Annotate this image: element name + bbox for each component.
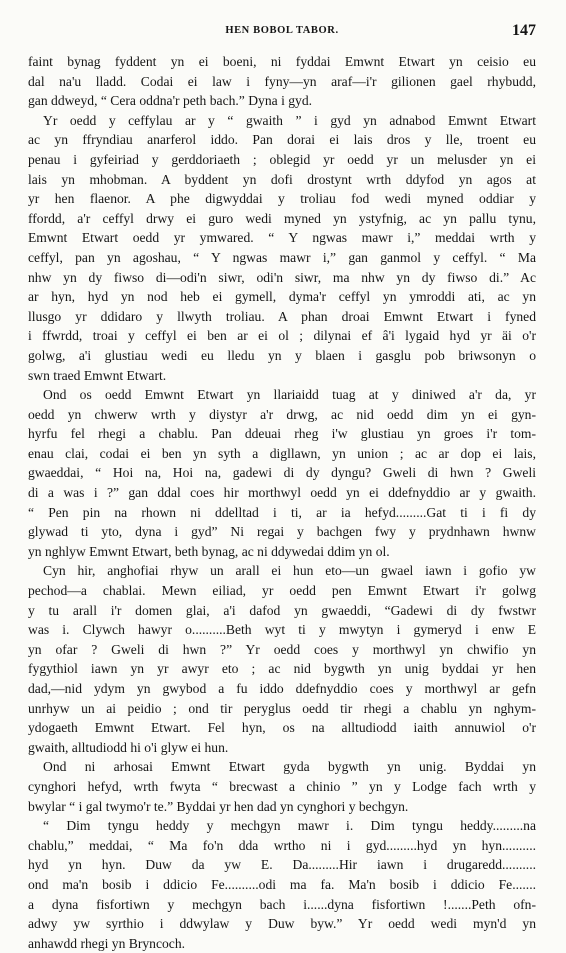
text-line: adwy yw syrthio i ddwylaw y Duw byw.” Yr oedd wedi myn'd yn xyxy=(28,916,536,932)
text-line: a dyna fisfortiwn y mechgyn bach i......dyna fisfortiwn !.......Peth ofn- xyxy=(28,896,536,912)
text-line: dal na'u lladd. Codai ei law i fyny—yn araf—i'r gilionen gael rhybudd, xyxy=(28,73,536,89)
body-text xyxy=(28,52,536,953)
text-line: penau i gyfeiriad y gerddoriaeth ; oblegid yr oedd yr un melusder yn ei xyxy=(28,151,536,167)
text-line: golwg, a'i glustiau wedi eu lledu yn y blaen i gasglu pob briwsonyn o xyxy=(28,347,536,363)
text-line: dad,—nid ydym yn gwybod a fu iddo ddefnyddio coes y morthwyl ar gefn xyxy=(28,681,536,696)
text-line: “ Dim tyngu heddy y mechgyn mawr i. Dim tyngu heddy.........na xyxy=(43,818,536,834)
text-line: was i. Clywch hawyr o..........Beth wyt ti y mwytyn i gymeryd i enw E xyxy=(28,622,536,638)
page-number: 147 xyxy=(512,22,536,39)
text-line: bwylar “ i gal twymo'r te.” Byddai yr hen dad yn cynghori y bechgyn. xyxy=(28,798,409,814)
text-line: gan ddweyd, “ Cera oddna'r peth bach.” Dyna i gyd. xyxy=(28,93,313,109)
text-line: Cyn hir, anghofiai rhyw un arall ei hun eto—un gwael iawn i gofio yw xyxy=(43,563,536,579)
text-line: cynghori hefyd, wrth fwyta “ brecwast a chinio ” yn y Lodge fach wrth y xyxy=(28,778,536,794)
text-line: gwaith, alltudiodd hi o'i glyw ei hun. xyxy=(28,739,229,755)
text-line: gwaeddai, “ Hoi na, Hoi na, gadewi di dy dyngu? Gweli di hwn ? Gweli xyxy=(28,465,536,481)
text-line: Yr oedd y ceffylau ar y “ gwaith ” i gyd yn adnabod Emwnt Etwart xyxy=(43,112,536,128)
text-line: yr hen flaenor. A phe digwyddai y troliau fod wedi myned oddiar y xyxy=(28,191,536,207)
text-line: ar hyn, hyd yn nod heb ei gymell, dyma'r ceffyl yn ymroddi ati, ac yn xyxy=(28,289,536,305)
text-line: hyrfu fel rhegi a chablu. Pan ddeuai rheg i'w glustiau yn groes i'r tom- xyxy=(28,426,536,442)
text-line: ydogaeth Emwnt Etwart. Fel hyn, os na alltudiodd iaith annuwiol o'r xyxy=(28,720,536,736)
text-line: yn nghlyw Emwnt Etwart, beth bynag, ac ni ddywedai ddim yn ol. xyxy=(28,543,390,559)
text-line: nhw yn dy fiwso di—odi'n siwr, odi'n siwr, ma nhw yn dy fiwso di.” Ac xyxy=(28,269,536,285)
text-line: faint bynag fyddent yn ei boeni, ni fyddai Emwnt Etwart yn ceisio eu xyxy=(28,54,536,69)
text-line: Ond os oedd Emwnt Etwart yn llariaidd tuag at y diniwed a'r da, yr xyxy=(43,387,536,403)
text-line: i ffwrdd, troai y ceffyl ei ben ar ei ol ; dilynai ef â'i lygaid hyd yr äi o'r xyxy=(28,328,536,344)
page-header xyxy=(28,22,536,42)
running-title: HEN BOBOL TABOR. xyxy=(225,25,339,36)
text-line: ffordd, a'r ceffyl drwy ei guro wedi myned yn ystyfnig, ac yn pallu tynu, xyxy=(28,210,536,226)
text-line: hyd yn hyn. Duw da yw E. Da.........Hir iawn i drugaredd.......... xyxy=(28,857,536,873)
text-line: anhawdd rhegi yn Bryncoch. xyxy=(28,935,186,951)
text-line: glywad ti yto, dyna i gyd” Ni regai y bachgen fwy y prydnhawn hwnw xyxy=(28,524,536,540)
text-line: pechod—a chablai. Mewn eiliad, yr oedd pen Emwnt Etwart i'r golwg xyxy=(28,583,536,599)
text-line: ond ma'n bosib i ddicio Fe..........odi ma fa. Ma'n bosib i ddicio Fe....... xyxy=(28,876,536,892)
text-line: yn ofar ? Gweli di hwn ?” Yr oedd coes y morthwyl yn chwifio yn xyxy=(28,641,536,657)
text-line: oedd yn chwerw wrth y diystyr a'r drwg, ac nid oedd dim yn ei gyn- xyxy=(28,406,536,422)
text-line: llusgo yr ddidaro y llwyth troliau. A phan droai Emwnt Etwart i fyned xyxy=(28,308,536,324)
text-line: lais yn mhobman. A byddent yn dofi drostynt wrth ddyfod yn agos at xyxy=(28,171,536,187)
text-line: ceffyl, pan yn agoshau, “ Y ngwas mawr i,” gan ganmol y ceffyl. “ Ma xyxy=(28,249,536,265)
text-line: chablu,” meddai, “ Ma fo'n dda wrtho ni i gyd.........hyd yn hyn.......... xyxy=(28,837,536,853)
text-line: fygythiol iawn yn yr awyr eto ; ac nid bygwth yn unig byddai yr hen xyxy=(28,661,536,677)
text-line: Emwnt Etwart oedd yr ymwared. “ Y ngwas mawr i,” meddai wrth y xyxy=(28,230,536,246)
text-line: “ Pen pin na rhown ni ddelltad i ti, ar ia hefyd.........Gat ti i fi dy xyxy=(28,504,536,520)
text-line: Ond ni arhosai Emwnt Etwart gyda bygwth yn unig. Byddai yn xyxy=(43,759,536,775)
text-line: ac yn ffryndiau anarferol iddo. Pan dorai ei lais dros y lle, troent eu xyxy=(28,132,536,148)
text-line: di a was i ?” gan ddal coes hir morthwyl oedd yn ei ddefnyddio ar y gwaith. xyxy=(28,485,536,501)
text-line: swn traed Emwnt Etwart. xyxy=(28,367,167,383)
text-line: y tu arall i'r domen glai, a'i dafod yn gwaeddi, “Gadewi di dy fwstwr xyxy=(28,602,536,618)
text-line: enau clai, codai ei ben yn syth a digllawn, yn union ; ac ar dop ei lais, xyxy=(28,445,536,461)
text-line: unrhyw un ai peidio ; ond tir peryglus oedd tir rhegi a chablu yn nghym- xyxy=(28,700,536,716)
